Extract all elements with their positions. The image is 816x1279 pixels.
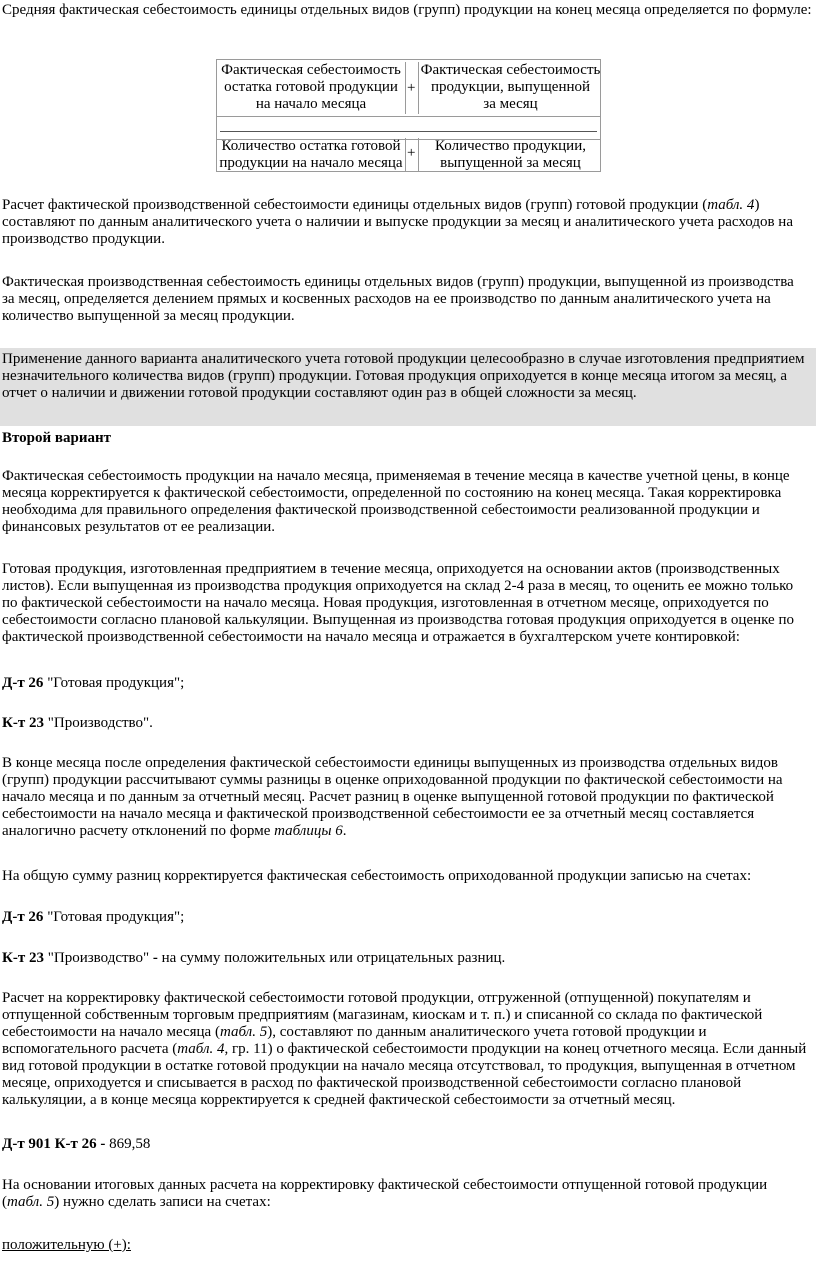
formula-numerator — [217, 62, 600, 114]
paragraph-second-variant: Фактическая себестоимость продукции на начало месяца, применяемая в течение месяца в качестве учетной цены, в конце месяца корректируется к фактической себестоимости, определенной по состоянию на конец месяца. Такая корректировка необходима для правильного определения фактической производственной себестоимости реализованной продукции и финансовых результатов от ее реализации. — [2, 468, 790, 535]
formula-table — [216, 59, 601, 172]
paragraph-month-end: В конце месяца после определения фактической себестоимости единицы выпущенных из производства отдельных видов (групп) продукции рассчитывают суммы разницы в оценке оприходованной продукции по фактической себестоимости на начало месяца и по данным за отчетный месяц. Расчет разниц в оценке выпущенной готовой продукции по фактической себестоимости на начало месяца и фактической производственной себестоимости ее за отчетный месяц составляется аналогично расчету отклонений по форме таблицы 6. — [2, 755, 783, 839]
fraction-bar — [220, 131, 597, 132]
journal-entry-debit-26: Д-т 26 "Готовая продукция"; — [2, 675, 185, 691]
journal-entry-901: Д-т 901 К-т 26 - 869,58 — [2, 1136, 151, 1152]
fraction-bar-row — [217, 116, 600, 140]
paragraph-finished-goods: Готовая продукция, изготовленная предприятием в течение месяца, оприходуется на основании актов (производственных листов). Если выпущенная из производства продукция оприходуется на склад 2-4 раза в месяц, то оценить ее можно только по фактической себестоимости на начало месяца. Новая продукция, изготовленная в отчетном месяце, оприходуется по себестоимости согласно плановой калькуляции. Выпущенная из производства готовая продукция оприходуется в оценке по фактической производственной себестоимости на начало месяца и отражается в бухгалтерском учете контировкой: — [2, 561, 794, 645]
denominator-right-term: Количество продукции, выпущенной за месяц — [435, 138, 586, 171]
denominator-plus-sign: + — [405, 138, 419, 172]
paragraph-total-differences: На общую сумму разниц корректируется фактическая себестоимость оприходованной продукции записью на счетах: — [2, 868, 752, 884]
numerator-right-term: Фактическая себестоимость продукции, выпущенной за месяц — [420, 62, 601, 112]
paragraph-calc-table4: Расчет фактической производственной себестоимости единицы отдельных видов (групп) готовой продукции (табл. 4) составляют по данным аналитического учета о наличии и выпуске продукции за месяц и аналитического учета расходов на производство продукции. — [2, 197, 793, 247]
table-reference: табл. 4 — [707, 197, 755, 213]
journal-entry-debit-26-second: Д-т 26 "Готовая продукция"; — [2, 909, 185, 925]
table-reference: табл. 5 — [7, 1194, 55, 1210]
table-reference: табл. 5 — [219, 1024, 268, 1040]
numerator-left-term: Фактическая себестоимость остатка готовой продукции на начало месяца — [221, 62, 401, 112]
journal-entry-credit-23-second: К-т 23 "Производство" - на сумму положительных или отрицательных разниц. — [2, 950, 506, 966]
section-heading: Второй вариант — [2, 430, 112, 446]
positive-entry-label: положительную (+): — [2, 1237, 131, 1253]
formula-denominator — [217, 138, 600, 172]
intro-paragraph: Средняя фактическая себестоимость единицы отдельных видов (групп) продукции на конец месяца определяется по формуле: — [2, 2, 812, 18]
table-reference: таблицы 6 — [274, 823, 343, 839]
numerator-plus-sign: + — [405, 62, 419, 114]
journal-entry-credit-23: К-т 23 "Производство". — [2, 715, 153, 731]
denominator-left-term: Количество остатка готовой продукции на начало месяца — [219, 138, 403, 171]
paragraph-actual-cost: Фактическая производственная себестоимость единицы отдельных видов (групп) продукции, выпущенной из производства за месяц, определяется делением прямых и косвенных расходов на ее производство по данным аналитического учета на количество выпущенной за месяц продукции. — [2, 274, 794, 324]
table-reference: табл. 4 — [177, 1041, 225, 1057]
paragraph-adjustment-calc: Расчет на корректировку фактической себестоимости готовой продукции, отгруженной (отпущенной) покупателям и отпущенной собственным торговым предприятиям (магазинам, киоскам и т. п.) и списанной со склада по фактической себестоимости на начало месяца (табл. 5), составляют по данным аналитического учета готовой продукции и вспомогательного расчета (табл. 4, гр. 11) о фактической себестоимости продукции на конец отчетного месяца. Если данный вид готовой продукции в остатке готовой продукции на начало месяца отсутствовал, то продукция, выпущенная в отчетном месяце, оприходуется и списывается в расход по фактической производственной себестоимости согласно плановой калькуляции, а в конце месяца корректируется к средней фактической себестоимости за отчетный месяц. — [2, 990, 807, 1108]
highlighted-paragraph: Применение данного варианта аналитического учета готовой продукции целесообразно в случае изготовления предприятием незначительного количества видов (групп) продукции. Готовая продукция оприходуется в конце месяца итогом за месяц, а отчет о наличии и движении готовой продукции составляют один раз в общей сложности за месяц. — [0, 348, 816, 426]
paragraph-final-records: На основании итоговых данных расчета на корректировку фактической себестоимости отпущенной готовой продукции (табл. 5) нужно сделать записи на счетах: — [2, 1177, 768, 1210]
